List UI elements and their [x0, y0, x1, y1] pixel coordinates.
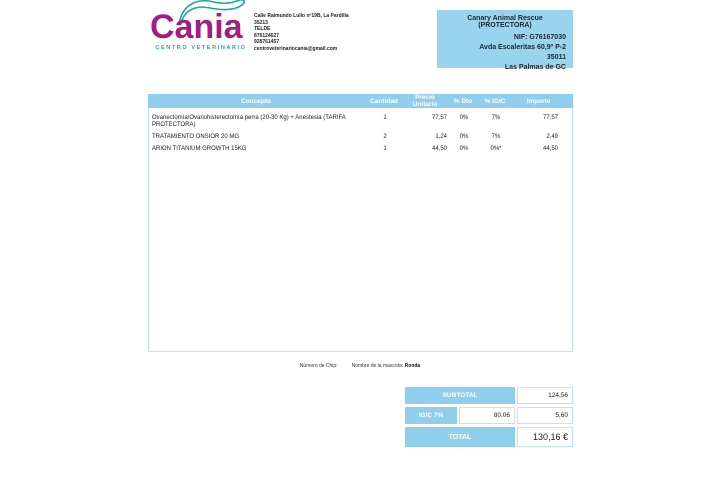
- item-importe: 44,50: [542, 145, 558, 152]
- item-cantidad: 2: [383, 133, 387, 140]
- clinic-phone-1: 876124627: [254, 32, 280, 39]
- pet-name-value: Ronda: [404, 363, 421, 369]
- item-importe: 2,49: [546, 133, 558, 140]
- total-label: TOTAL: [405, 427, 515, 447]
- customer-name: Canary Animal Rescue (PROTECTORA): [467, 15, 543, 29]
- pet-name-group: [352, 363, 421, 370]
- item-cantidad: 1: [383, 114, 387, 121]
- item-precio: 44,50: [431, 145, 447, 152]
- customer-info-box: [437, 10, 573, 71]
- total-value: 130,16 €: [517, 427, 573, 447]
- customer-city: Las Palmas de GC: [504, 64, 566, 71]
- total-row: [405, 427, 573, 447]
- table-row: [149, 131, 572, 143]
- header-importe: Importe: [526, 97, 551, 105]
- item-igic: 7%: [491, 133, 501, 140]
- subtotal-value: 124,56: [517, 387, 573, 404]
- item-dto: 0%: [459, 145, 469, 152]
- header-precio-unitario: Precio Unitario: [412, 94, 438, 108]
- item-igic: 0%*: [490, 145, 502, 152]
- clinic-tagline: CENTRO VETERINARIO: [155, 45, 247, 51]
- clinic-name: Cania: [150, 8, 243, 46]
- item-concepto: TRATAMIENTO ONSIOR 20 MG: [152, 133, 240, 140]
- item-igic: 7%: [491, 114, 501, 121]
- pet-info-line: [0, 363, 720, 370]
- igic-label: IGIC 7%: [405, 407, 457, 424]
- item-importe: 77,57: [542, 114, 558, 121]
- item-precio: 77,57: [431, 114, 447, 121]
- item-cantidad: 1: [383, 145, 387, 152]
- chip-number-label: Número de Chip:: [299, 363, 338, 369]
- header-concepto: Concepto: [241, 97, 271, 105]
- customer-postal-code: 35011: [546, 54, 566, 61]
- item-dto: 0%: [459, 133, 469, 140]
- items-table-body: [148, 108, 573, 352]
- igic-tax-value: 5,60: [517, 407, 573, 424]
- clinic-street: Calle Raimundo Lulio nº19B, La Pardilla: [254, 13, 349, 19]
- clinic-city: TELDE: [254, 26, 271, 33]
- customer-nif: NIF: G76167030: [513, 34, 566, 41]
- item-concepto: ARION TITANIUM GROWTH 15KG: [152, 145, 247, 152]
- clinic-address: [254, 13, 384, 53]
- igic-row: [405, 407, 573, 424]
- clinic-logo: [148, 0, 253, 56]
- subtotal-row: [405, 387, 573, 404]
- pet-name-label: Nombre de la mascota:: [351, 363, 404, 369]
- igic-base-value: 80,06: [459, 407, 515, 424]
- item-precio: 1,24: [435, 133, 447, 140]
- items-table-header: [148, 94, 573, 108]
- table-row: [149, 112, 572, 131]
- item-concepto: Ovariectomía/Ovariohisterectomía perra (20-30 Kg) + Anestesia (TARIFA PROTECTORA): [152, 114, 346, 128]
- table-row: [149, 143, 572, 155]
- clinic-phone-2: 928761457: [254, 39, 280, 46]
- totals-table: [405, 387, 573, 450]
- header-dto: % Dto: [453, 97, 473, 105]
- clinic-email: centroveterinariocania@gmail.com: [254, 45, 338, 52]
- subtotal-label: SUBTOTAL: [405, 387, 515, 404]
- header-cantidad: Cantidad: [370, 97, 398, 105]
- item-dto: 0%: [459, 114, 469, 121]
- header-igic: % IGIC: [484, 97, 506, 105]
- clinic-zip: 35213: [254, 19, 268, 26]
- customer-address: Avda Escaleritas 60,9º P-2: [479, 44, 566, 51]
